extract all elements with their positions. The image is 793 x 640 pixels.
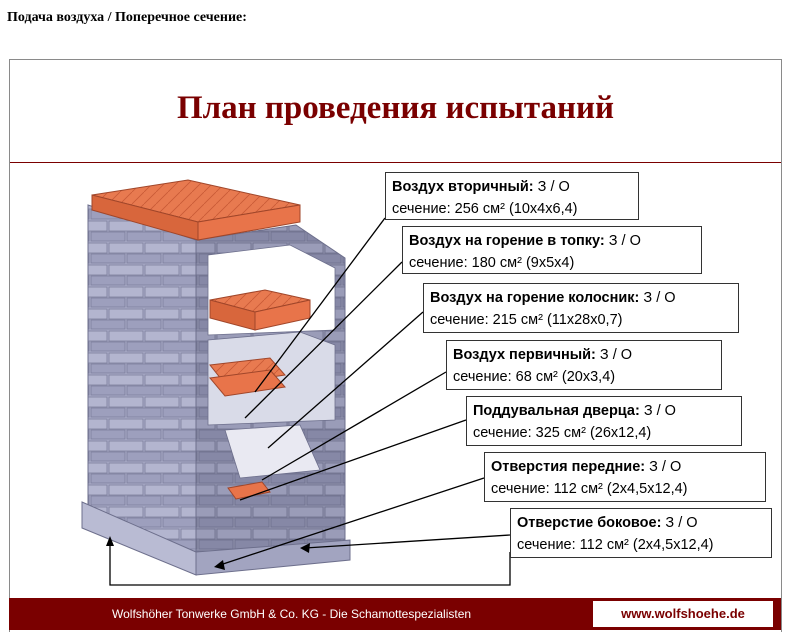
box-value: З / О (533, 179, 570, 195)
box-section: сечение: 325 см² (26x12,4) (473, 425, 652, 441)
box-label: Воздух первичный: (453, 347, 596, 363)
box-primary-air (446, 340, 722, 390)
box-ash-door (466, 396, 742, 446)
box-section: сечение: 112 см² (2x4,5x12,4) (517, 537, 714, 553)
box-combustion-air-firebox (402, 226, 702, 274)
box-side-opening (510, 508, 772, 558)
footer-company: Wolfshöher Tonwerke GmbH & Co. KG - Die Schamottespezialisten (112, 607, 472, 621)
box-section: сечение: 256 см² (10x4x6,4) (392, 201, 578, 217)
box-secondary-air (385, 172, 639, 220)
box-value: З / О (645, 459, 682, 475)
box-section: сечение: 180 см² (9x5x4) (409, 255, 575, 271)
footer-bar (9, 598, 781, 630)
box-label: Воздух вторичный: (392, 179, 534, 195)
box-section: сечение: 112 см² (2x4,5x12,4) (491, 481, 688, 497)
box-label: Поддувальная дверца: (473, 403, 640, 419)
box-label: Отверстие боковое: (517, 515, 662, 531)
box-combustion-air-grate (423, 283, 739, 333)
footer-website-link[interactable]: www.wolfshoehe.de (621, 606, 745, 621)
box-value: З / О (661, 515, 698, 531)
box-value: З / О (639, 403, 676, 419)
box-front-openings (484, 452, 766, 502)
box-label: Воздух на горение колосник: (430, 290, 640, 306)
box-section: сечение: 68 см² (20x3,4) (453, 369, 616, 385)
slide-title: План проведения испытаний (176, 90, 615, 126)
box-label: Отверстия передние: (491, 459, 646, 475)
stove-body (82, 180, 350, 575)
box-label: Воздух на горение в топку: (409, 233, 605, 249)
box-value: З / О (595, 347, 633, 363)
box-value: З / О (604, 233, 641, 249)
box-value: З / О (639, 290, 676, 306)
page-heading: Подача воздуха / Поперечное сечение: (7, 10, 247, 25)
footer-website-box (593, 601, 773, 627)
box-section: сечение: 215 см² (11x28x0,7) (430, 312, 623, 328)
